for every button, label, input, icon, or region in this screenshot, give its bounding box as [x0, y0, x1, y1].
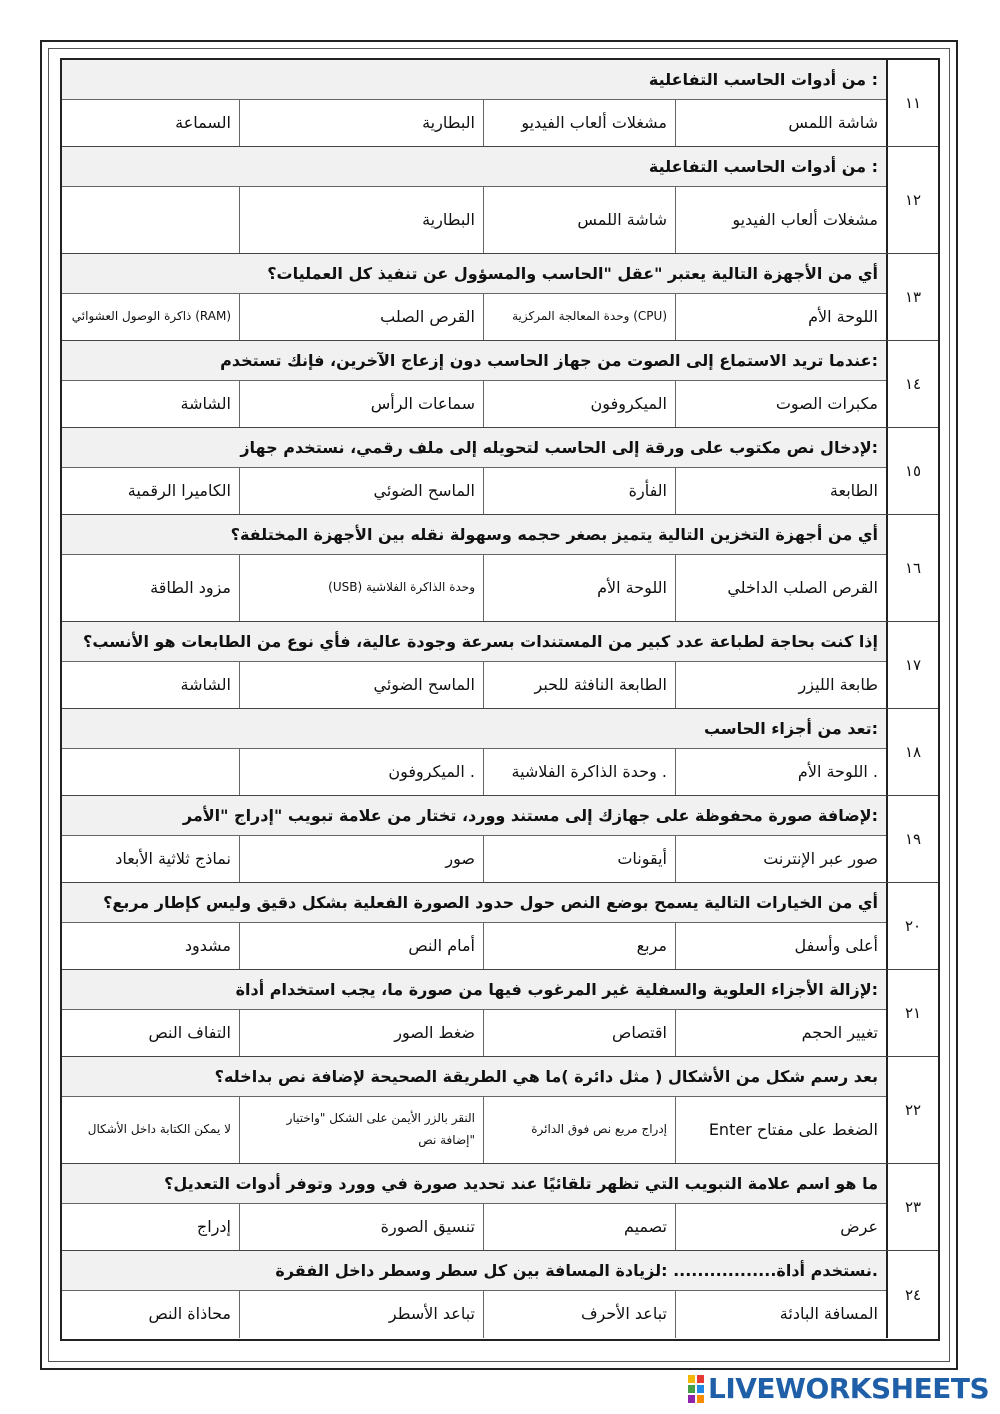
question-body	[62, 709, 886, 795]
question-number: ١٢	[886, 147, 938, 253]
question-row	[62, 622, 938, 709]
question-body	[62, 970, 886, 1056]
question-row	[62, 515, 938, 622]
answer-option[interactable]: تغيير الحجم	[675, 1010, 886, 1056]
answer-option[interactable]: . الميكروفون	[239, 749, 483, 795]
answer-option[interactable]: السماعة	[175, 112, 231, 132]
answer-option[interactable]: الطابعة النافثة للحبر	[483, 662, 675, 708]
answer-option[interactable]: لا يمكن الكتابة داخل الأشكال	[87, 1122, 231, 1137]
answer-option[interactable]: طابعة الليزر	[675, 662, 886, 708]
answer-option[interactable]: ضغط الصور	[239, 1010, 483, 1056]
answer-option[interactable]: البطارية	[239, 187, 483, 253]
question-body	[62, 1164, 886, 1250]
question-row	[62, 709, 938, 796]
answer-options	[62, 662, 886, 708]
answer-option[interactable]: الضغط على مفتاح Enter	[675, 1097, 886, 1163]
answer-options	[62, 1097, 886, 1163]
answer-option[interactable]: اقتصاص	[483, 1010, 675, 1056]
answer-option[interactable]: مشغلات ألعاب الفيديو	[675, 187, 886, 253]
question-body	[62, 147, 886, 253]
question-number: ١٤	[886, 341, 938, 427]
question-row	[62, 883, 938, 970]
question-text: إذا كنت بحاجة لطباعة عدد كبير من المستندات بسرعة وجودة عالية، فأي نوع من الطابعات هو الأنسب؟	[62, 622, 886, 662]
answer-option[interactable]: مكبرات الصوت	[675, 381, 886, 427]
question-text: بعد رسم شكل من الأشكال ( مثل دائرة )ما هي الطريقة الصحيحة لإضافة نص بداخله؟	[62, 1057, 886, 1097]
answer-option[interactable]: . وحدة الذاكرة الفلاشية	[483, 749, 675, 795]
answer-options	[62, 381, 886, 427]
liveworksheets-logo	[688, 1372, 989, 1405]
logo-text: LIVEWORKSHEETS	[708, 1372, 990, 1405]
answer-option[interactable]: تنسيق الصورة	[239, 1204, 483, 1250]
question-row	[62, 428, 938, 515]
answer-option[interactable]: الميكروفون	[483, 381, 675, 427]
answer-option[interactable]: المسافة البادئة	[675, 1291, 886, 1338]
answer-options	[62, 555, 886, 621]
question-body	[62, 60, 886, 146]
answer-option[interactable]: عرض	[675, 1204, 886, 1250]
answer-option[interactable]: اللوحة الأم	[483, 555, 675, 621]
answer-option[interactable]: صور	[239, 836, 483, 882]
answer-option[interactable]: تصميم	[483, 1204, 675, 1250]
answer-option[interactable]: صور عبر الإنترنت	[675, 836, 886, 882]
answer-option[interactable]	[62, 749, 239, 795]
question-text: : من أدوات الحاسب التفاعلية	[62, 147, 886, 187]
question-number: ٢٣	[886, 1164, 938, 1250]
question-row	[62, 60, 938, 147]
question-text: :عندما تريد الاستماع إلى الصوت من جهاز الحاسب دون إزعاج الآخرين، فإنك تستخدم	[62, 341, 886, 381]
question-row	[62, 147, 938, 254]
question-text: أي من الأجهزة التالية يعتبر "عقل "الحاسب والمسؤول عن تنفيذ كل العمليات؟	[62, 254, 886, 294]
question-text: :تعد من أجزاء الحاسب	[62, 709, 886, 749]
answer-option[interactable]: (CPU) وحدة المعالجة المركزية	[483, 294, 675, 340]
question-row	[62, 970, 938, 1057]
answer-option[interactable]: الفأرة	[483, 468, 675, 514]
question-body	[62, 254, 886, 340]
answer-options	[62, 836, 886, 882]
liveworksheets-logo-icon	[688, 1375, 704, 1403]
question-body	[62, 622, 886, 708]
question-number: ١١	[886, 60, 938, 146]
question-text: : من أدوات الحاسب التفاعلية	[62, 60, 886, 100]
answer-option[interactable]: سماعات الرأس	[239, 381, 483, 427]
answer-option[interactable]: أمام النص	[239, 923, 483, 969]
answer-option[interactable]: وحدة الذاكرة الفلاشية (USB)	[239, 555, 483, 621]
answer-option[interactable]: شاشة اللمس	[483, 187, 675, 253]
question-body	[62, 1057, 886, 1163]
answer-options	[62, 1010, 886, 1056]
answer-option[interactable]: البطارية	[239, 100, 483, 146]
question-row	[62, 254, 938, 341]
question-text: أي من أجهزة التخزين التالية يتميز بصغر حجمه وسهولة نقله بين الأجهزة المختلفة؟	[62, 515, 886, 555]
answer-option[interactable]: مشدود	[184, 935, 231, 955]
question-text: .نستخدم أداة................. :لزيادة المسافة بين كل سطر وسطر داخل الفقرة	[62, 1251, 886, 1291]
answer-option[interactable]: الماسح الضوئي	[239, 662, 483, 708]
question-body	[62, 428, 886, 514]
answer-option[interactable]: اللوحة الأم	[675, 294, 886, 340]
answer-option[interactable]: الكاميرا الرقمية	[127, 480, 231, 500]
answer-option[interactable]: مربع	[483, 923, 675, 969]
question-row	[62, 796, 938, 883]
answer-option[interactable]: مزود الطاقة	[150, 577, 231, 597]
question-number: ٢٠	[886, 883, 938, 969]
answer-option[interactable]: الشاشة	[180, 674, 231, 694]
answer-options	[62, 100, 886, 146]
answer-option[interactable]: النقر بالزر الأيمن على الشكل "واختيار "إضافة نص	[239, 1097, 483, 1163]
answer-option[interactable]: الماسح الضوئي	[239, 468, 483, 514]
answer-option[interactable]: إدراج مربع نص فوق الدائرة	[483, 1097, 675, 1163]
question-text: :لإزالة الأجزاء العلوية والسفلية غير المرغوب فيها من صورة ما، يجب استخدام أداة	[62, 970, 886, 1010]
question-text: :لإدخال نص مكتوب على ورقة إلى الحاسب لتحويله إلى ملف رقمي، نستخدم جهاز	[62, 428, 886, 468]
question-body	[62, 883, 886, 969]
question-text: :لإضافة صورة محفوظة على جهازك إلى مستند وورد، تختار من علامة تبويب "إدراج "الأمر	[62, 796, 886, 836]
answer-option[interactable]: نماذج ثلاثية الأبعاد	[115, 848, 231, 868]
question-body	[62, 515, 886, 621]
answer-option[interactable]: أعلى وأسفل	[675, 923, 886, 969]
answer-option[interactable]: شاشة اللمس	[675, 100, 886, 146]
answer-options	[62, 294, 886, 340]
question-text: ما هو اسم علامة التبويب التي تظهر تلقائيًا عند تحديد صورة في وورد وتوفر أدوات التعديل؟	[62, 1164, 886, 1204]
answer-option[interactable]: تباعد الأحرف	[483, 1291, 675, 1338]
answer-option[interactable]: (RAM) ذاكرة الوصول العشوائي	[71, 309, 231, 324]
question-table	[60, 58, 940, 1341]
answer-option[interactable]	[62, 187, 239, 253]
question-number: ١٨	[886, 709, 938, 795]
question-number: ١٦	[886, 515, 938, 621]
question-number: ٢٢	[886, 1057, 938, 1163]
answer-option[interactable]: الطابعة	[675, 468, 886, 514]
question-body	[62, 341, 886, 427]
question-row	[62, 1057, 938, 1164]
answer-option[interactable]: الشاشة	[180, 393, 231, 413]
question-row	[62, 1251, 938, 1338]
question-row	[62, 1164, 938, 1251]
question-text: أي من الخيارات التالية يسمح بوضع النص حول حدود الصورة الفعلية بشكل دقيق وليس كإطار مربع؟	[62, 883, 886, 923]
question-number: ١٧	[886, 622, 938, 708]
answer-option[interactable]: تباعد الأسطر	[239, 1291, 483, 1338]
question-number: ١٣	[886, 254, 938, 340]
answer-options	[62, 1204, 886, 1250]
question-number: ١٥	[886, 428, 938, 514]
answer-options	[62, 187, 886, 253]
question-row	[62, 341, 938, 428]
question-body	[62, 796, 886, 882]
answer-option[interactable]: القرص الصلب	[239, 294, 483, 340]
question-number: ٢٤	[886, 1251, 938, 1338]
answer-options	[62, 749, 886, 795]
answer-option[interactable]: محاذاة النص	[148, 1304, 231, 1324]
answer-option[interactable]: أيقونات	[483, 836, 675, 882]
answer-option[interactable]: مشغلات ألعاب الفيديو	[483, 100, 675, 146]
answer-options	[62, 468, 886, 514]
answer-option[interactable]: التفاف النص	[148, 1022, 231, 1042]
question-number: ١٩	[886, 796, 938, 882]
answer-options	[62, 923, 886, 969]
question-number: ٢١	[886, 970, 938, 1056]
answer-option[interactable]: . اللوحة الأم	[675, 749, 886, 795]
answer-options	[62, 1291, 886, 1338]
answer-option[interactable]: القرص الصلب الداخلي	[675, 555, 886, 621]
answer-option[interactable]: إدراج	[196, 1216, 231, 1236]
question-body	[62, 1251, 886, 1338]
